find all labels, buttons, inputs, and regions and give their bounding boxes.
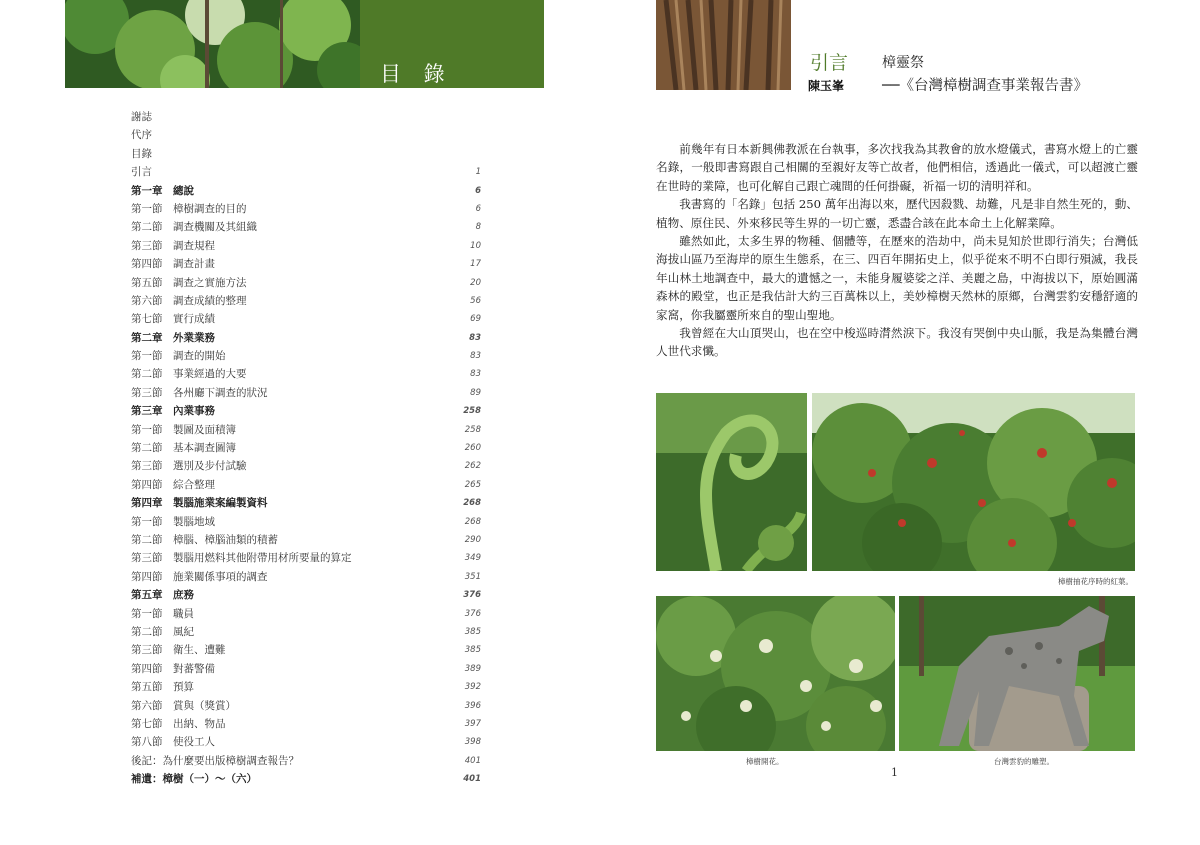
toc-page-number: 396 xyxy=(464,700,481,711)
toc-section-number: 第四節 xyxy=(131,258,163,271)
toc-section-number: 第八節 xyxy=(131,736,163,749)
toc-entry-title: 調查機關及其組織 xyxy=(173,221,257,234)
toc-row xyxy=(131,310,481,328)
page-number: 1 xyxy=(891,766,898,779)
toc-section-number: 第一節 xyxy=(131,350,163,363)
toc-entry-title: 樟腦、樟腦油類的積蓄 xyxy=(173,533,278,546)
toc-page-number: 1 xyxy=(475,167,481,178)
toc-entry-title: 製圖及面積簿 xyxy=(173,423,236,436)
toc-row xyxy=(131,531,481,549)
camphor-flowers-photo xyxy=(656,596,895,751)
toc-row xyxy=(131,384,481,402)
toc-entry-title: 施業關係事項的調查 xyxy=(173,570,268,583)
toc-page-number: 20 xyxy=(470,277,481,288)
toc-page-number: 385 xyxy=(464,626,481,637)
header-tree-bark-photo xyxy=(656,0,791,90)
toc-page-number: 6 xyxy=(475,185,481,196)
body-paragraph: 我曾經在大山頂哭山，也在空中梭巡時潸然淚下。我沒有哭倒中央山脈，我是為集體台灣人世代求懺。 xyxy=(656,326,1138,359)
toc-section-number: 第四節 xyxy=(131,570,163,583)
toc-row xyxy=(131,439,481,457)
toc-section-number: 第三節 xyxy=(131,460,163,473)
toc-row xyxy=(131,237,481,255)
toc-row xyxy=(131,549,481,567)
intro-author: 陳玉峯 xyxy=(808,79,845,93)
toc-entry-title: 各州廳下調查的狀況 xyxy=(173,386,268,399)
intro-heading: 樟靈祭 xyxy=(882,55,924,71)
body-paragraph: 前幾年有日本新興佛教派在台執事，多次找我為其教會的放水燈儀式，書寫水燈上的亡靈名錄，一般即書寫跟自己相關的至親好友等亡故者，他們相信，透過此一儀式，可以超渡亡靈在世時的業障，也可化解自己跟亡魂間的任何掛礙，祈福一切的清明祥和。 xyxy=(656,142,1138,193)
toc-page-number: 290 xyxy=(464,534,481,545)
toc-section-number: 第二節 xyxy=(131,442,163,455)
toc-row xyxy=(131,126,481,144)
toc-row xyxy=(131,678,481,696)
body-paragraph: 雖然如此，太多生界的物種、個體等，在歷來的浩劫中，尚未見知於世即行消失；台灣低海拔山區乃至海岸的原生生態系，在三、四百年開拓史上，似乎從來不明不白即行殞滅，我長年山林土地調查中，最大的遺憾之一，未能身履婆娑之洋、美麗之島，中海拔以下，原始圓滿森林的殿堂，也正是我估計大約三百萬株以上，美妙樟樹天然林的原鄉，台灣雲豹安穩舒適的家窩，你我屬靈所來自的聖山聖地。 xyxy=(656,234,1138,322)
photo-caption: 樟樹開花。 xyxy=(746,757,784,766)
toc-row xyxy=(131,641,481,659)
toc-row xyxy=(131,163,481,181)
toc-entry-title: 謝誌 xyxy=(131,111,152,123)
toc-page-number: 398 xyxy=(464,737,481,748)
toc-section-number: 第二章 xyxy=(131,331,163,344)
toc-entry-title: 預算 xyxy=(173,681,194,694)
toc-row xyxy=(131,108,481,126)
toc-entry-title: 綜合整理 xyxy=(173,478,215,491)
toc-page-number: 349 xyxy=(464,553,481,564)
toc-entry-title: 製腦施業案編製資料 xyxy=(173,497,268,510)
toc-section-number: 第三章 xyxy=(131,405,163,418)
toc-section-number: 第一章 xyxy=(131,184,163,197)
toc-entry-title: 基本調查圖簿 xyxy=(173,442,236,455)
body-paragraph: 我書寫的「名錄」包括 250 萬年出海以來，歷代因殺戮、劫難，凡是非自然生死的，動、植物、原住民、外來移民等生界的一切亡靈，悉盡合該在此本命土上化解業障。 xyxy=(656,197,1138,230)
toc-entry-title: 使役工人 xyxy=(173,736,215,749)
toc-chapter-row xyxy=(131,494,481,512)
toc-section-number: 第二節 xyxy=(131,533,163,546)
photo-caption: 台灣雲豹的雕塑。 xyxy=(994,757,1054,766)
toc-page-number: 376 xyxy=(463,590,481,601)
toc-page-number: 351 xyxy=(464,571,481,582)
intro-body-text xyxy=(656,140,1138,361)
toc-row xyxy=(131,733,481,751)
toc-section-number: 第五節 xyxy=(131,276,163,289)
toc-entry-title: 補遺：樟樹（一）～（六） xyxy=(131,773,257,786)
toc-row xyxy=(131,605,481,623)
toc-row xyxy=(131,623,481,641)
toc-page-number: 262 xyxy=(464,461,481,472)
toc-page-number: 385 xyxy=(464,645,481,656)
toc-page-number: 268 xyxy=(463,498,481,509)
toc-page-number: 268 xyxy=(464,516,481,527)
toc-page-number: 83 xyxy=(470,351,481,362)
toc-entry-title: 風紀 xyxy=(173,625,194,638)
toc-row xyxy=(131,145,481,163)
toc-entry-title: 製腦用燃料其他附帶用材所要量的算定 xyxy=(173,552,352,565)
toc-entry-title: 調查規程 xyxy=(173,239,215,252)
toc-entry-title: 事業經過的大要 xyxy=(173,368,247,381)
toc-entry-title: 後記：為什麼要出版樟樹調查報告？ xyxy=(131,754,299,767)
toc-section-number: 第三節 xyxy=(131,644,163,657)
toc-row xyxy=(131,218,481,236)
header-tree-canopy-photo xyxy=(65,0,360,88)
toc-entry-title: 目錄 xyxy=(131,147,152,160)
toc-page-number: 260 xyxy=(464,443,481,454)
toc-section-number: 第七節 xyxy=(131,717,163,730)
toc-section-number: 第五章 xyxy=(131,589,163,602)
toc-page-number: 69 xyxy=(470,314,481,325)
toc-page-number: 265 xyxy=(464,479,481,490)
toc-section-number: 第二節 xyxy=(131,625,163,638)
toc-title: 目 錄 xyxy=(380,62,453,86)
fern-fiddlehead-photo xyxy=(656,393,807,571)
intro-label: 引言 xyxy=(810,52,849,74)
toc-row xyxy=(131,715,481,733)
toc-entry-title: 職員 xyxy=(173,607,194,620)
toc-section-number: 第七節 xyxy=(131,313,163,326)
toc-chapter-row xyxy=(131,586,481,604)
toc-row xyxy=(131,255,481,273)
toc-row xyxy=(131,347,481,365)
toc-entry-title: 對蕃警備 xyxy=(173,662,215,675)
toc-section-number: 第四節 xyxy=(131,662,163,675)
toc-page-number: 258 xyxy=(464,424,481,435)
toc-section-number: 第四節 xyxy=(131,478,163,491)
toc-row xyxy=(131,274,481,292)
toc-entry-title: 調查之實施方法 xyxy=(173,276,247,289)
table-of-contents xyxy=(131,108,481,788)
toc-entry-title: 總說 xyxy=(173,184,194,197)
toc-chapter-row xyxy=(131,402,481,420)
photo-caption: 樟樹抽花序時的紅葉。 xyxy=(1058,577,1133,586)
toc-page-number: 56 xyxy=(470,295,481,306)
toc-entry-title: 選別及步付試驗 xyxy=(173,460,247,473)
intro-subheading: ──《台灣樟樹調查事業報告書》 xyxy=(882,78,1088,94)
toc-row xyxy=(131,365,481,383)
toc-page-number: 10 xyxy=(470,240,481,251)
toc-section-number: 第二節 xyxy=(131,368,163,381)
toc-section-number: 第一節 xyxy=(131,607,163,620)
toc-entry-title: 調查計畫 xyxy=(173,258,215,271)
toc-page-number: 389 xyxy=(464,663,481,674)
toc-row xyxy=(131,292,481,310)
leopard-sculpture-photo xyxy=(899,596,1135,751)
toc-page-number: 8 xyxy=(475,222,481,233)
toc-page-number: 6 xyxy=(475,203,481,214)
toc-row xyxy=(131,513,481,531)
toc-section-number: 第六節 xyxy=(131,699,163,712)
toc-section-number: 第三節 xyxy=(131,552,163,565)
toc-page-number: 397 xyxy=(464,718,481,729)
toc-page-number: 83 xyxy=(469,332,481,343)
toc-section-number: 第六節 xyxy=(131,294,163,307)
toc-page-number: 401 xyxy=(464,755,481,766)
toc-chapter-row xyxy=(131,770,481,788)
toc-page-number: 392 xyxy=(464,682,481,693)
toc-entry-title: 製腦地域 xyxy=(173,515,215,528)
toc-entry-title: 賞與（獎賞） xyxy=(173,699,236,712)
toc-entry-title: 外業業務 xyxy=(173,331,215,344)
toc-page-number: 376 xyxy=(464,608,481,619)
toc-row xyxy=(131,476,481,494)
toc-entry-title: 代序 xyxy=(131,129,152,142)
toc-chapter-row xyxy=(131,182,481,200)
toc-entry-title: 樟樹調查的目的 xyxy=(173,202,247,215)
toc-page-number: 17 xyxy=(470,259,481,270)
toc-section-number: 第二節 xyxy=(131,221,163,234)
toc-section-number: 第一節 xyxy=(131,423,163,436)
toc-entry-title: 實行成績 xyxy=(173,313,215,326)
toc-section-number: 第三節 xyxy=(131,239,163,252)
toc-entry-title: 庶務 xyxy=(173,589,194,602)
toc-entry-title: 調查的開始 xyxy=(173,350,226,363)
toc-entry-title: 衛生、遭難 xyxy=(173,644,226,657)
toc-page-number: 89 xyxy=(470,387,481,398)
toc-page-number: 401 xyxy=(463,774,481,785)
toc-row xyxy=(131,752,481,770)
toc-page-number: 258 xyxy=(463,406,481,417)
toc-section-number: 第一節 xyxy=(131,515,163,528)
toc-entry-title: 調查成績的整理 xyxy=(173,294,247,307)
toc-section-number: 第五節 xyxy=(131,681,163,694)
toc-chapter-row xyxy=(131,329,481,347)
toc-row xyxy=(131,421,481,439)
camphor-red-leaves-photo xyxy=(812,393,1135,571)
toc-row xyxy=(131,200,481,218)
toc-page-number: 83 xyxy=(470,369,481,380)
toc-row xyxy=(131,568,481,586)
toc-row xyxy=(131,457,481,475)
toc-row xyxy=(131,697,481,715)
toc-entry-title: 內業事務 xyxy=(173,405,215,418)
toc-section-number: 第一節 xyxy=(131,202,163,215)
toc-entry-title: 引言 xyxy=(131,166,152,179)
toc-entry-title: 出納、物品 xyxy=(173,717,226,730)
toc-section-number: 第三節 xyxy=(131,386,163,399)
toc-row xyxy=(131,660,481,678)
toc-section-number: 第四章 xyxy=(131,497,163,510)
